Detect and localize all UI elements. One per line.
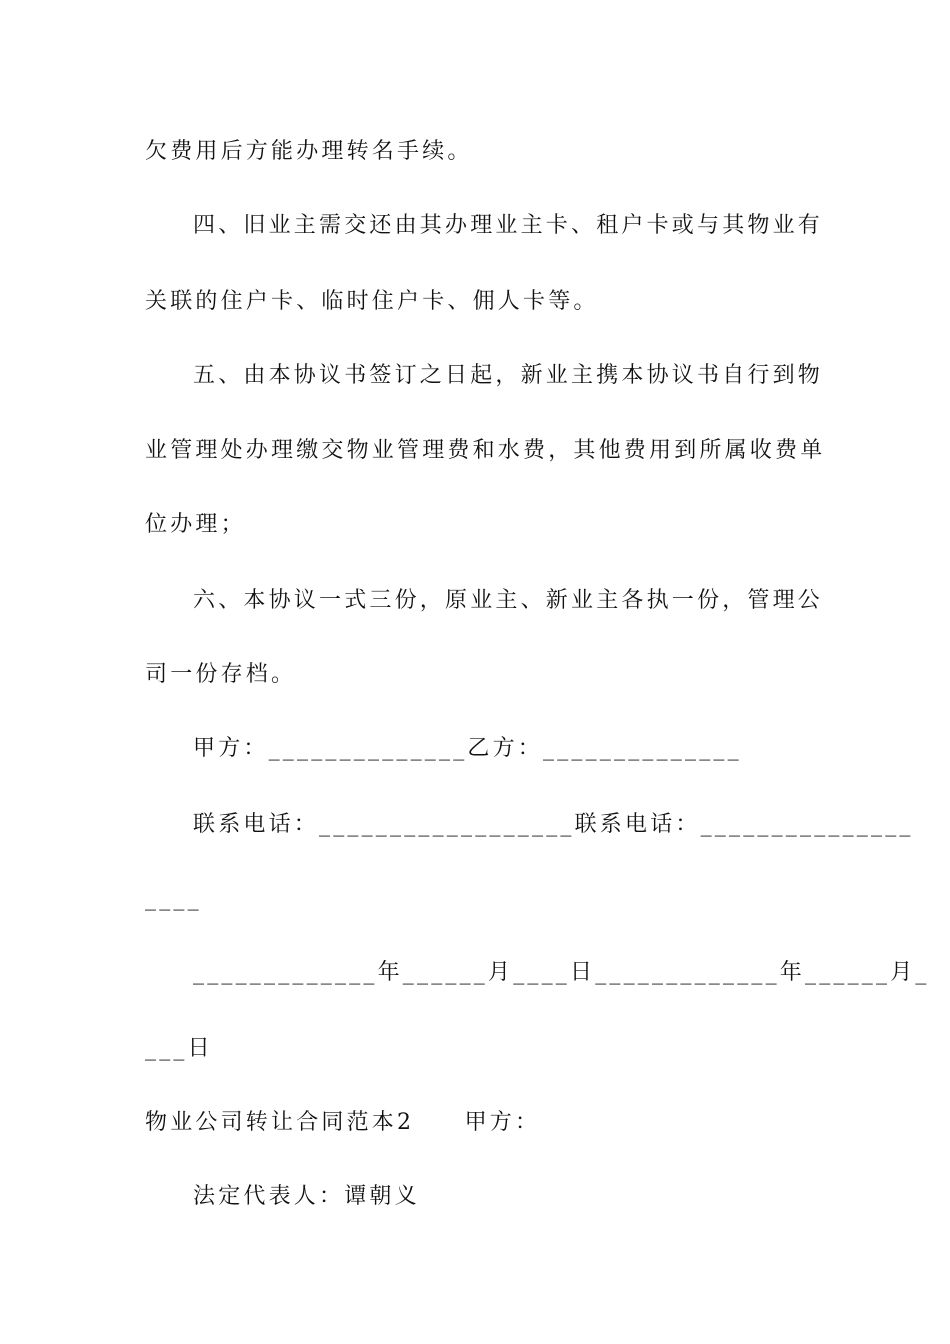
clause-four-line-1: 四、旧业主需交还由其办理业主卡、租户卡或与其物业有 xyxy=(193,213,824,238)
contact-phone-line: 联系电话：__________________联系电话：_______________ xyxy=(193,812,914,837)
clause-five-line-3: 位办理； xyxy=(145,512,246,537)
clause-six-line-1: 六、本协议一式三份，原业主、新业主各执一份，管理公 xyxy=(193,588,824,613)
contract-sample-heading: 物业公司转让合同范本2 甲方： xyxy=(145,1110,541,1135)
party-signature-line: 甲方：______________乙方：______________ xyxy=(193,736,742,761)
clause-four-line-2: 关联的住户卡、临时住户卡、佣人卡等。 xyxy=(145,289,599,314)
clause-six-line-2: 司一份存档。 xyxy=(145,662,297,687)
date-line: _____________年______月____日_____________年______月_ xyxy=(193,960,930,985)
date-line-continuation: ___日 xyxy=(145,1036,213,1061)
clause-five-line-2: 业管理处办理缴交物业管理费和水费，其他费用到所属收费单 xyxy=(145,438,826,463)
legal-representative-line: 法定代表人：谭朝义 xyxy=(193,1184,420,1209)
paragraph-line: 欠费用后方能办理转名手续。 xyxy=(145,139,473,164)
clause-five-line-1: 五、由本协议书签订之日起，新业主携本协议书自行到物 xyxy=(193,363,824,388)
contact-phone-continuation: ____ xyxy=(145,886,202,911)
